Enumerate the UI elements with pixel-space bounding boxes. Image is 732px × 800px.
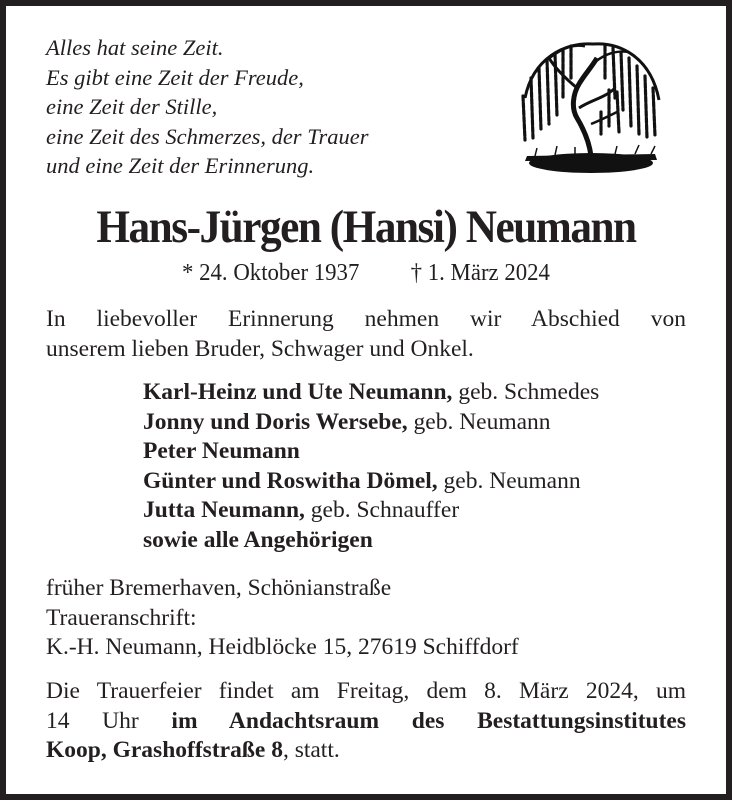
mourner-birthname: geb. Neumann (437, 467, 581, 494)
weeping-willow-tree-icon (505, 28, 675, 183)
mourner (143, 496, 599, 526)
mourner (143, 526, 599, 556)
mourners-list (143, 378, 599, 556)
ceremony-line (46, 736, 686, 766)
mourner-birthname: geb. Neumann (407, 408, 551, 435)
ceremony-location: im Andachtsraum des Bestattungsinstitutes (171, 707, 686, 734)
former-residence: früher Bremerhaven, Schönianstraße (46, 575, 392, 601)
ceremony-venue: Koop, Grashoffstraße 8 (46, 737, 283, 763)
address-label: Traueranschrift: (46, 604, 197, 631)
intro-line: In liebevoller Erinnerung nehmen wir Abschied von (46, 306, 686, 332)
intro-text (46, 305, 686, 364)
ceremony-notice (46, 677, 686, 766)
life-dates (18, 258, 713, 288)
mourner (143, 408, 599, 438)
poem-line: Alles hat seine Zeit. (46, 35, 224, 60)
mourner (143, 378, 599, 408)
ceremony-line (46, 707, 686, 737)
address-block (46, 574, 519, 663)
mourner-name: Karl-Heinz und Ute Neumann, (143, 379, 453, 405)
poem-line: eine Zeit der Stille, (46, 94, 218, 119)
ceremony-suffix: , statt. (282, 737, 340, 763)
poem-line: Es gibt eine Zeit der Freude, (46, 64, 304, 90)
deceased-name: Hans-Jürgen (Hansi) Neumann (96, 201, 636, 253)
poem-line: eine Zeit des Schmerzes, der Trauer (46, 123, 369, 149)
ceremony-line: Die Trauerfeier findet am Freitag, dem 8. März 2024, um (46, 678, 686, 704)
mourner-name: Jonny und Doris Wersebe, (143, 408, 408, 435)
mourner (143, 467, 599, 497)
poem-line: und eine Zeit der Erinnerung. (46, 153, 315, 178)
mourner-name: sowie alle Angehörigen (143, 526, 373, 553)
mourner-name: Peter Neumann (143, 438, 300, 465)
intro-line: unserem lieben Bruder, Schwager und Onkel. (46, 335, 474, 362)
mourning-address: K.-H. Neumann, Heidblöcke 15, 27619 Schiffdorf (46, 634, 519, 660)
mourner-name: Jutta Neumann, (143, 497, 305, 524)
mourner-name: Günter und Roswitha Dömel, (143, 467, 438, 494)
birth-date: * 24. Oktober 1937 (182, 260, 360, 286)
ceremony-time: 14 Uhr (46, 707, 172, 734)
mourner (143, 437, 599, 467)
poem (46, 33, 368, 181)
mourner-birthname: geb. Schnauffer (304, 497, 460, 524)
mourner-birthname: geb. Schmedes (452, 379, 600, 405)
death-date: † 1. März 2024 (410, 260, 550, 286)
